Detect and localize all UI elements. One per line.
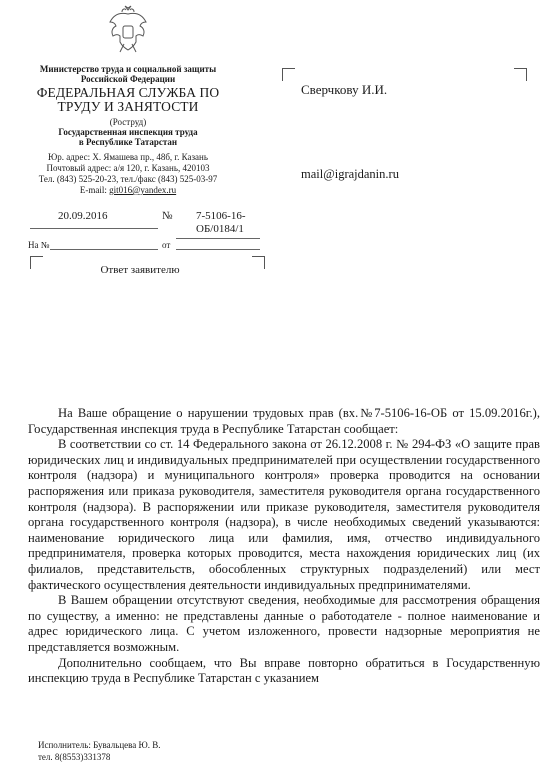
body-paragraph: На Ваше обращение о нарушении трудовых прав (вх.№7-5106-16-ОБ от 15.09.2016г.), Государственная инспекция труда в Республике Татарстан сообщает:	[28, 406, 540, 436]
service-name-line2: ТРУДУ И ЗАНЯТОСТИ	[57, 99, 199, 114]
phone-fax: Тел. (843) 525-20-23, тел./факс (843) 525-03-97	[38, 174, 218, 184]
recipient-name: Сверчкову И.И.	[301, 82, 388, 97]
body-paragraph: В соответствии со ст. 14 Федерального закона от 26.12.2008 г. № 294-ФЗ «О защите прав юридических лиц и индивидуальных предпринимателей при осуществлении государственного контроля (надзора) и муниципального контроля» проверка проводится на основании распоряжения или приказа руководителя, заместителя руководителя органа государственного контроля (надзора). В распоряжении или приказе руководителя, заместителя руководителя органа государственного контроля (надзора), в числе необходимых сведений указываются: наименование юридического лица или фамилия, имя, отчество индивидуального предпринимателя, проверка которых проводится, места нахождения юридических лиц (их филиалов, представительств, обособленных структурных подразделений) или мест фактического осуществления деятельности индивидуальных предпринимателями.	[28, 437, 540, 592]
subject-bracket-right	[252, 256, 265, 269]
inspection-line1: Государственная инспекция труда	[58, 127, 198, 137]
ref-number-underline	[50, 249, 158, 250]
subject-bracket-left	[30, 256, 43, 269]
executor-name: Исполнитель: Бувальцева Ю. В.	[38, 740, 161, 750]
inspection-line2: в Республике Татарстан	[78, 137, 178, 147]
ref-from-label: от	[162, 240, 171, 250]
recipient-bracket-left	[282, 68, 295, 81]
letter-date: 20.09.2016	[58, 210, 108, 222]
letter-body	[28, 406, 540, 687]
executor-phone: тел. 8(8553)331378	[38, 752, 111, 762]
body-paragraph: В Вашем обращении отсутствуют сведения, необходимые для рассмотрения обращения по существу, а именно: не представлены данные о работодателе - полное наименование и адрес юридического лица. С учетом изложенного, провести надзорные мероприятия не представляется возможным.	[28, 593, 540, 654]
ref-from-underline	[176, 249, 260, 250]
recipient-email: mail@igrajdanin.ru	[301, 167, 399, 181]
russian-coat-of-arms-icon	[106, 4, 150, 54]
body-paragraph: Дополнительно сообщаем, что Вы вправе повторно обратиться в Государственную инспекцию труда в Республике Татарстан с указанием	[28, 655, 540, 686]
number-underline	[176, 238, 260, 239]
service-name-line1: ФЕДЕРАЛЬНАЯ СЛУЖБА ПО	[36, 85, 220, 100]
ministry-name: Министерство труда и социальной защиты Российской Федерации	[39, 64, 217, 84]
inspection-name	[20, 127, 236, 147]
legal-address: Юр. адрес: Х. Ямашева пр., 48б, г. Казань	[48, 152, 208, 162]
postal-address: Почтовый адрес: а/я 120, г. Казань, 420103	[46, 163, 210, 173]
executor-info	[38, 739, 161, 763]
date-underline	[30, 228, 158, 229]
email-label: E-mail:	[79, 185, 110, 195]
contact-block	[20, 152, 236, 196]
email-line	[20, 185, 236, 196]
number-label: №	[162, 210, 173, 222]
sender-email-link[interactable]: git016@yandex.ru	[109, 185, 177, 195]
service-abbrev: (Роструд)	[109, 117, 147, 127]
letter-number: 7-5106-16-ОБ/0184/1	[196, 210, 246, 235]
letter-subject: Ответ заявителю	[100, 264, 180, 276]
recipient-bracket-right	[514, 68, 527, 81]
service-name	[20, 86, 236, 114]
ref-number-label: На №	[28, 240, 50, 250]
